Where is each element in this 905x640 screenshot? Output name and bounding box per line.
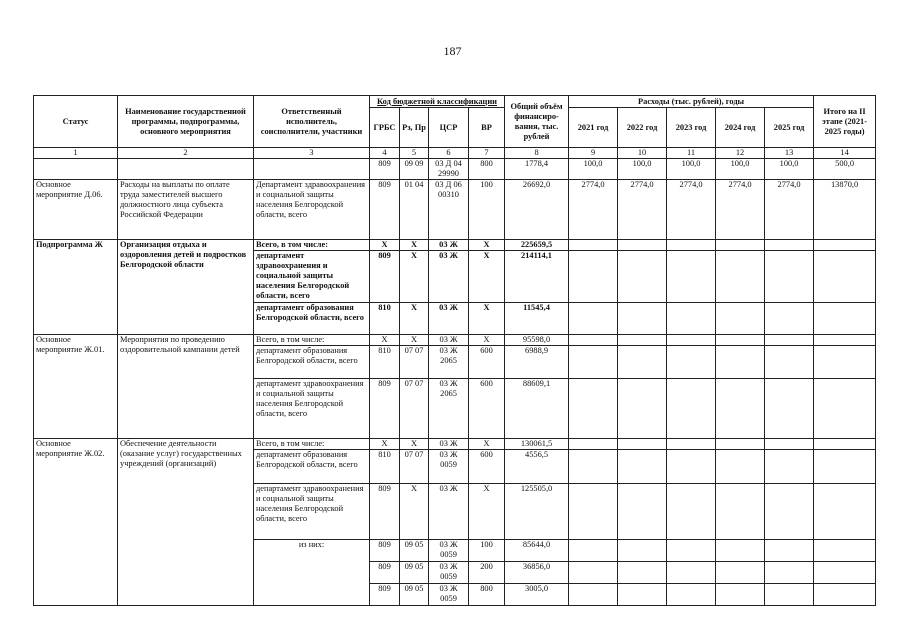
y2023-cell: 2774,0 [667,180,716,240]
grbs-cell: X [370,439,400,450]
total-cell: 88609,1 [505,379,569,439]
grbs-cell: 810 [370,346,400,379]
col-number: 1 [34,148,118,159]
col-2021-header: 2021 год [569,108,618,148]
grbs-cell: X [370,240,400,251]
vr-cell: X [469,484,505,540]
status-cell: Основное мероприятие Ж.02. [34,439,118,606]
csr-cell: 03 Ж 0059 [429,540,469,562]
vr-cell: X [469,303,505,335]
total-cell: 214114,1 [505,251,569,303]
csr-cell: 03 Ж 0059 [429,450,469,484]
grbs-cell: 809 [370,584,400,606]
responsible-cell: департамент образования Белгородской области, всего [254,346,370,379]
y2025-cell: 2774,0 [765,180,814,240]
col-number: 11 [667,148,716,159]
name-cell: Расходы на выплаты по оплате труда заместителей высшего должностного лица субъекта Российской Федерации [118,180,254,240]
csr-cell: 03 Ж 0059 [429,562,469,584]
vr-cell: X [469,240,505,251]
total-cell: 6988,9 [505,346,569,379]
total-cell: 1778,4 [505,159,569,180]
col-csr-header: ЦСР [429,108,469,148]
vr-cell: 600 [469,346,505,379]
name-cell: Мероприятия по проведению оздоровительной кампании детей [118,335,254,439]
itogo-cell: 13870,0 [814,180,876,240]
responsible-cell: Департамент здравоохранения и социальной защиты населения Белгородской области, всего [254,180,370,240]
rzpr-cell: 09 05 [400,584,429,606]
total-cell: 225659,5 [505,240,569,251]
csr-cell: 03 Ж 0059 [429,584,469,606]
grbs-cell: 809 [370,159,400,180]
total-cell: 11545,4 [505,303,569,335]
name-cell: Обеспечение деятельности (оказание услуг) государственных учреждений (организаций) [118,439,254,606]
csr-cell: 03 Ж [429,335,469,346]
col-number: 13 [765,148,814,159]
responsible-cell: департамент здравоохранения и социальной защиты населения Белгородской области, всего [254,379,370,439]
rzpr-cell: 09 05 [400,562,429,584]
col-number: 4 [370,148,400,159]
rzpr-cell: X [400,303,429,335]
y2021-cell: 100,0 [569,159,618,180]
col-rzpr-header: Рз, Пр [400,108,429,148]
csr-cell: 03 Ж 2065 [429,346,469,379]
col-total-header: Общий объём финансиро-вания, тыс. рублей [505,96,569,148]
table-row [34,180,876,240]
responsible-cell: Всего, в том числе: [254,240,370,251]
responsible-cell: Всего, в том числе: [254,335,370,346]
csr-cell: 03 Ж [429,484,469,540]
vr-cell: X [469,439,505,450]
col-itogo-header: Итого на II этапе (2021-2025 годы) [814,96,876,148]
y2022-cell: 100,0 [618,159,667,180]
col-responsible-header: Ответственный исполнитель, соисполнители, участники [254,96,370,148]
total-cell: 130061,5 [505,439,569,450]
col-budget-code-header: Код бюджетной классификации [370,96,505,108]
status-cell: Основное мероприятие Ж.01. [34,335,118,439]
csr-cell: 03 Ж [429,303,469,335]
total-cell: 3005,0 [505,584,569,606]
responsible-cell: департамент здравоохранения и социальной защиты населения Белгородской области, всего [254,251,370,303]
csr-cell: 03 Ж [429,439,469,450]
vr-cell: 800 [469,584,505,606]
responsible-cell: департамент образования Белгородской области, всего [254,303,370,335]
itogo-cell: 500,0 [814,159,876,180]
rzpr-cell: 07 07 [400,379,429,439]
table-row [34,439,876,450]
col-number: 9 [569,148,618,159]
y2023-cell: 100,0 [667,159,716,180]
col-number: 5 [400,148,429,159]
col-number: 12 [716,148,765,159]
vr-cell: 100 [469,180,505,240]
total-cell: 95598,0 [505,335,569,346]
table-row [34,335,876,346]
grbs-cell: 809 [370,484,400,540]
responsible-cell: департамент здравоохранения и социальной защиты населения Белгородской области, всего [254,484,370,540]
y2022-cell: 2774,0 [618,180,667,240]
y2021-cell: 2774,0 [569,180,618,240]
col-number: 14 [814,148,876,159]
col-number: 6 [429,148,469,159]
total-cell: 4556,5 [505,450,569,484]
rzpr-cell: X [400,439,429,450]
rzpr-cell: 07 07 [400,346,429,379]
grbs-cell: 809 [370,251,400,303]
col-2022-header: 2022 год [618,108,667,148]
vr-cell: 600 [469,379,505,439]
responsible-cell: департамент образования Белгородской области, всего [254,450,370,484]
col-number: 3 [254,148,370,159]
total-cell: 85644,0 [505,540,569,562]
rzpr-cell: X [400,240,429,251]
vr-cell: 200 [469,562,505,584]
total-cell: 125505,0 [505,484,569,540]
y2024-cell: 100,0 [716,159,765,180]
grbs-cell: 810 [370,450,400,484]
vr-cell: 600 [469,450,505,484]
csr-cell: 03 Ж [429,251,469,303]
col-grbs-header: ГРБС [370,108,400,148]
col-2024-header: 2024 год [716,108,765,148]
col-status-header: Статус [34,96,118,148]
header-row-1 [34,96,876,108]
col-number: 10 [618,148,667,159]
name-cell: Организация отдыха и оздоровления детей и подростков Белгородской области [118,240,254,335]
col-2025-header: 2025 год [765,108,814,148]
rzpr-cell: X [400,251,429,303]
y2025-cell: 100,0 [765,159,814,180]
vr-cell: 100 [469,540,505,562]
responsible-cell: из них: [254,540,370,562]
grbs-cell: 809 [370,562,400,584]
col-number: 7 [469,148,505,159]
page-number: 187 [443,44,462,58]
y2024-cell: 2774,0 [716,180,765,240]
status-cell: Подпрограмма Ж [34,240,118,335]
budget-table [33,95,876,606]
csr-cell: 03 Ж 2065 [429,379,469,439]
col-expenses-header: Расходы (тыс. рублей), годы [569,96,814,108]
total-cell: 36856,0 [505,562,569,584]
rzpr-cell: 09 09 [400,159,429,180]
responsible-cell: Всего, в том числе: [254,439,370,450]
table-row [34,240,876,251]
total-cell: 26692,0 [505,180,569,240]
column-numbers-row [34,148,876,159]
col-number: 8 [505,148,569,159]
rzpr-cell: X [400,335,429,346]
csr-cell: 03 Д 06 00310 [429,180,469,240]
vr-cell: 800 [469,159,505,180]
vr-cell: X [469,251,505,303]
table-row [34,159,876,180]
col-number: 2 [118,148,254,159]
rzpr-cell: 09 05 [400,540,429,562]
rzpr-cell: 07 07 [400,450,429,484]
rzpr-cell: X [400,484,429,540]
rzpr-cell: 01 04 [400,180,429,240]
vr-cell: X [469,335,505,346]
csr-cell: 03 Ж [429,240,469,251]
grbs-cell: 810 [370,303,400,335]
grbs-cell: 809 [370,180,400,240]
col-name-header: Наименование государственной программы, подпрограммы, основного мероприятия [118,96,254,148]
grbs-cell: 809 [370,540,400,562]
grbs-cell: X [370,335,400,346]
col-vr-header: ВР [469,108,505,148]
status-cell: Основное мероприятие Д.06. [34,180,118,240]
grbs-cell: 809 [370,379,400,439]
csr-cell: 03 Д 04 29990 [429,159,469,180]
col-2023-header: 2023 год [667,108,716,148]
